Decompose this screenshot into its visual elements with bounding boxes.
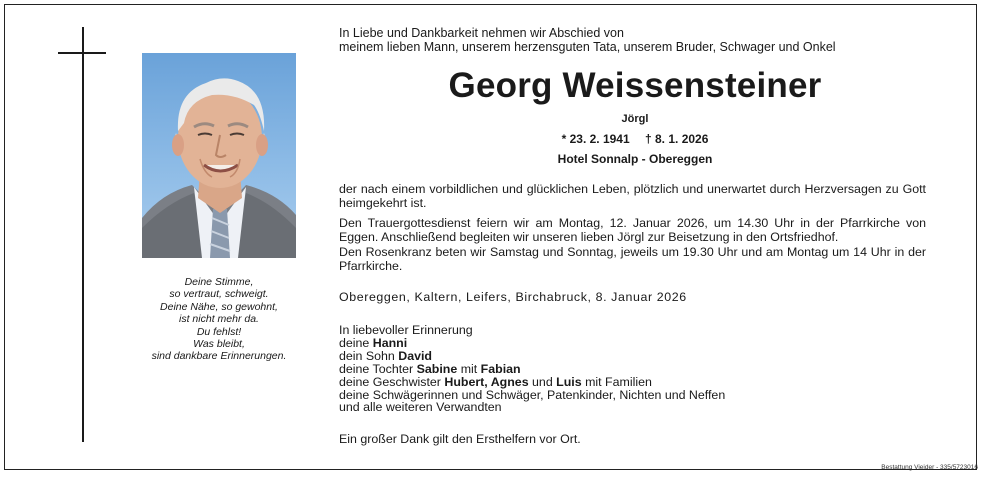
death-date: † 8. 1. 2026 <box>645 132 709 146</box>
location-date: Obereggen, Kaltern, Leifers, Birchabruck, 8. Januar 2026 <box>339 290 687 304</box>
mourners-list <box>339 324 725 414</box>
deceased-nickname: Jörgl <box>621 113 649 125</box>
paragraph-passing: der nach einem vorbildlichen und glücklichen Leben, plötzlich und unerwartet durch Herzversagen zu Gott heimgekehrt ist. <box>339 182 926 210</box>
mourner-line: deine Geschwister Hubert, Agnes und Luis mit Familien <box>339 374 652 389</box>
mourner-line: deine Schwägerinnen und Schwäger, Patenkinder, Nichten und Neffen <box>339 387 726 402</box>
mourner-name: Fabian <box>480 361 521 376</box>
mourner-line: und alle weiteren Verwandten <box>339 400 502 415</box>
mourner-name: Luis <box>556 374 582 389</box>
mourner-line: deine Tochter Sabine mit Fabian <box>339 361 521 376</box>
poem-line: so vertraut, schweigt. <box>169 288 269 301</box>
deceased-place: Hotel Sonnalp - Obereggen <box>557 152 713 166</box>
mourner-line: deine Hanni <box>339 335 408 350</box>
portrait-illustration <box>142 53 296 258</box>
intro-text <box>339 26 836 54</box>
mourner-name: David <box>398 348 432 363</box>
poem <box>130 276 308 363</box>
mourners-heading: In liebevoller Erinnerung <box>339 323 473 337</box>
cross-vertical-bar <box>82 27 84 442</box>
paragraph-funeral: Den Trauergottesdienst feiern wir am Montag, 12. Januar 2026, um 14.30 Uhr in der Pfarrkirche von Eggen. Anschließend begleiten wir unseren lieben Jörgl zur Beisetzung in den Ortsfriedhof. <box>339 216 926 244</box>
paragraph-rosary: Den Rosenkranz beten wir Samstag und Sonntag, jeweils um 19.30 Uhr und am Montag um 14 Uhr in der Pfarrkirche. <box>339 245 926 273</box>
deceased-name: Georg Weissensteiner <box>448 66 822 105</box>
mourner-line: dein Sohn David <box>339 348 432 363</box>
portrait-photo <box>142 53 296 258</box>
poem-line: Du fehlst! <box>196 325 242 338</box>
poem-line: Deine Nähe, so gewohnt, <box>160 300 278 313</box>
birth-date: * 23. 2. 1941 <box>561 132 630 146</box>
poem-line: sind dankbare Erinnerungen. <box>151 350 287 363</box>
undertaker-credit: Bestattung Vieider - 335/5723016 <box>881 464 978 471</box>
mourner-name: Hanni <box>372 335 408 350</box>
intro-line-2: meinem lieben Mann, unserem herzensguten Tata, unserem Bruder, Schwager und Onkel <box>339 40 836 54</box>
poem-line: ist nicht mehr da. <box>179 313 259 326</box>
mourner-name: Hubert, Agnes <box>444 374 529 389</box>
poem-line: Was bleibt, <box>193 338 245 351</box>
intro-line-1: In Liebe und Dankbarkeit nehmen wir Abschied von <box>339 26 624 40</box>
life-dates <box>340 132 930 146</box>
cross-horizontal-bar <box>58 52 106 54</box>
mourner-name: Sabine <box>416 361 458 376</box>
poem-line: Deine Stimme, <box>184 276 254 288</box>
thanks-note: Ein großer Dank gilt den Ersthelfern vor Ort. <box>339 432 581 446</box>
